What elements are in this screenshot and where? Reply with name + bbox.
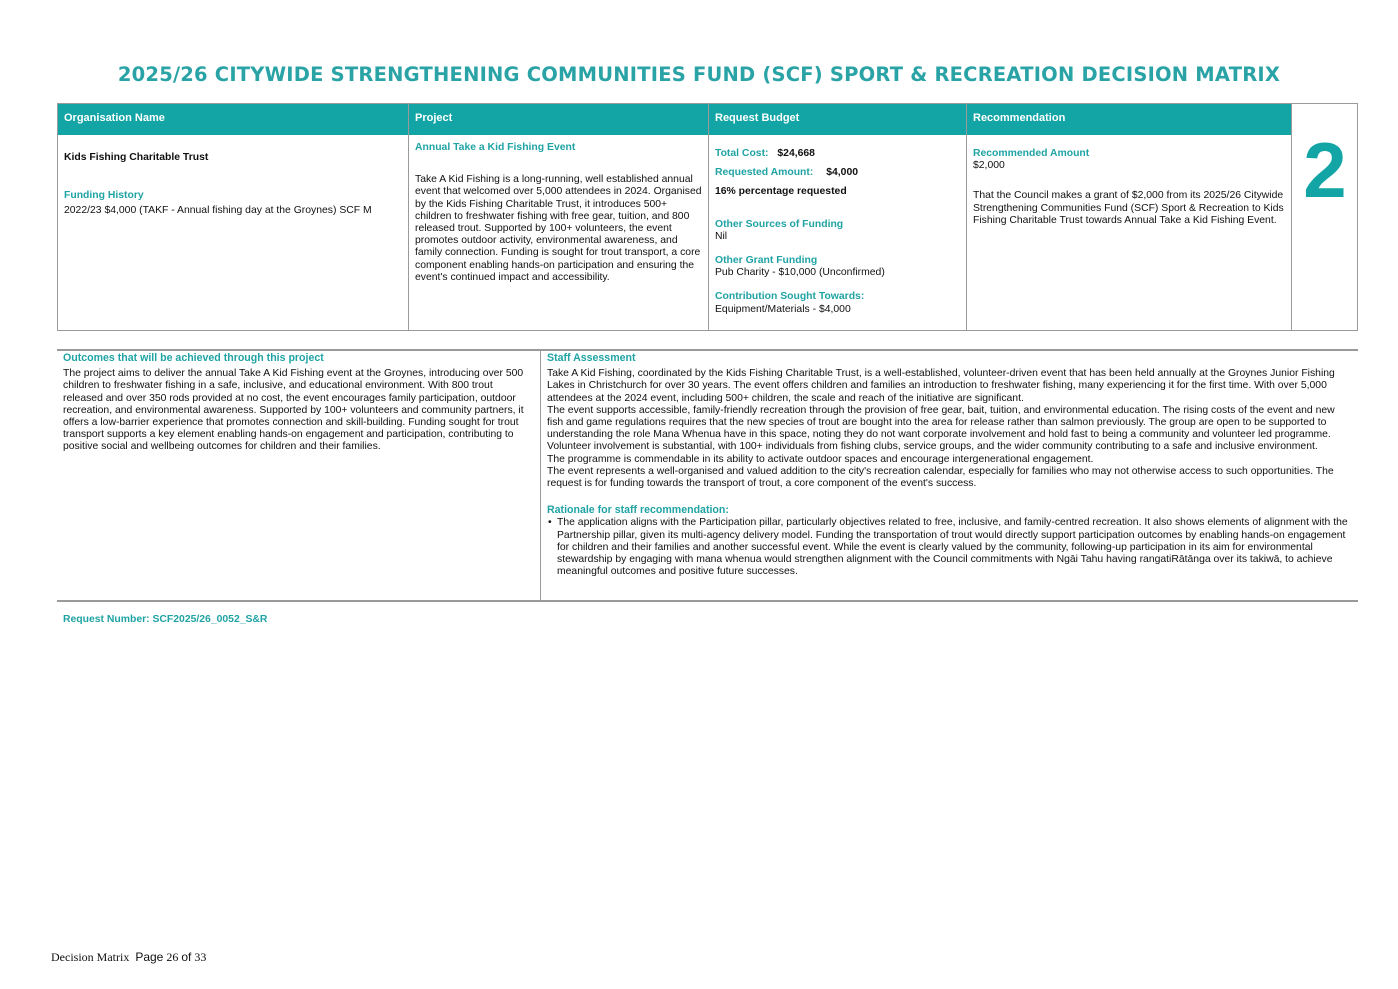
total-cost-label: Total Cost:: [715, 148, 769, 159]
staff-paragraph: The event represents a well-organised and valued addition to the city's recreation calendar, especially for families who may not otherwise access to such opportunities. The request is for funding towards the transport of trout, a core component of the event's success.: [547, 465, 1334, 490]
footer-page-current: 26: [166, 950, 179, 964]
outcomes-panel: [57, 351, 541, 600]
other-grant-value: Pub Charity - $10,000 (Unconfirmed): [715, 267, 885, 279]
percentage-requested: 16% percentage requested: [715, 186, 847, 198]
footer-of-word: of: [181, 950, 192, 964]
priority-column: [1292, 104, 1358, 330]
recommendation-column: [967, 104, 1292, 330]
budget-column: [709, 104, 967, 330]
decision-matrix-table: [57, 103, 1358, 331]
staff-paragraph: Volunteer involvement is substantial, with 100+ individuals from fishing clubs, service groups, and the wider community contributing to a safe and inclusive environment.: [547, 441, 1318, 453]
project-name: Annual Take a Kid Fishing Event: [415, 142, 576, 153]
outcomes-title: Outcomes that will be achieved through this project: [63, 352, 324, 364]
total-cost-value: $24,668: [777, 148, 815, 159]
total-cost-row: [715, 148, 960, 160]
staff-paragraph: The programme is commendable in its ability to activate outdoor spaces and encourage intergenerational engagement.: [547, 453, 1094, 465]
project-description: Take A Kid Fishing is a long-running, well established annual event that welcomed over 5,000 attendees in 2024. Organised by the Kids Fishing Charitable Trust, it introduces 500+ children to freshwater fishing with free gear, tuition, and 800 released trout. Supported by 100+ volunteers, the event promotes outdoor activity, environmental awareness, and family connection. Funding is sought for trout transport, a core component enabling hands-on participation and ensuring the event's continued impact and accessibility.: [415, 174, 702, 283]
funding-history-label: Funding History: [64, 190, 144, 202]
header-organisation: Organisation Name: [58, 104, 408, 135]
request-number: Request Number: SCF2025/26_0052_S&R: [63, 614, 268, 625]
contribution-label: Contribution Sought Towards:: [715, 291, 865, 303]
recommended-amount-value: $2,000: [973, 160, 1005, 172]
other-sources-value: Nil: [715, 230, 728, 242]
other-grant-label: Other Grant Funding: [715, 255, 818, 267]
organisation-column: [58, 104, 409, 330]
requested-amount-value: $4,000: [826, 167, 858, 179]
header-recommendation: Recommendation: [967, 104, 1291, 135]
assessment-section: [57, 349, 1358, 602]
footer-page-word: Page: [135, 950, 164, 964]
priority-number: 2: [1303, 126, 1347, 214]
funding-history-value: 2022/23 $4,000 (TAKF - Annual fishing day at the Groynes) SCF M: [64, 205, 372, 217]
footer-page-total: 33: [194, 950, 207, 964]
other-sources-label: Other Sources of Funding: [715, 218, 844, 230]
outcomes-text: The project aims to deliver the annual Take A Kid Fishing event at the Groynes, introducing over 500 children to freshwater fishing in a safe, inclusive, and educational environment. With 800 trout released and over 350 rods provided at no cost, the event encourages family participation, outdoor recreation, and environmental awareness. Supported by 100+ volunteers and community partners, it offers a low-barrier experience that promotes connection and skill-building. Funding sought for trout transport supports a key element enabling hands-on engagement and participation, contributing to positive social and wellbeing outcomes for children and their families.: [63, 368, 524, 453]
footer-doc-name: Decision Matrix: [51, 950, 130, 964]
contribution-value: Equipment/Materials - $4,000: [715, 303, 851, 315]
rationale-item: • The application aligns with the Participation pillar, particularly objectives related to free, inclusive, and family-centred recreation. It also shows elements of alignment with the Partnership pillar, given its multi-agency delivery model. Funding the transportation of trout would directly support participation outcomes by enabling hands-on engagement for children and their families and another successful event. While the event is clearly valued by the community, following-up participation in its aim for environmental stewardship by engaging with mana whenua would strengthen alignment with the Council commitments with Ngāi Tahu having rangatiRātānga over its takiwā, to achieve meaningful outcomes and positive future successes.: [557, 517, 1352, 578]
rationale-list: [547, 517, 1352, 578]
page-footer: [51, 950, 206, 965]
header-project: Project: [409, 104, 708, 135]
project-column: [409, 104, 709, 330]
staff-assessment-panel: [541, 351, 1358, 600]
page-title: 2025/26 CITYWIDE STRENGTHENING COMMUNITIES FUND (SCF) SPORT & RECREATION DECISION MATRIX: [117, 63, 1281, 86]
requested-amount-row: [715, 167, 960, 179]
recommendation-text: That the Council makes a grant of $2,000 from its 2025/26 Citywide Strengthening Communities Fund (SCF) Sport & Recreation to Kids Fishing Charitable Trust towards Annual Take a Kid Fishing Event.: [973, 190, 1284, 226]
staff-paragraph: The event supports accessible, family-friendly recreation through the provision of free gear, bait, tuition, and environmental education. The rising costs of the event and new fish and game regulations requires that the new species of trout are bought into the area for release rather than salmon previously. The group are open to be supported to understanding the role Mana Whenua have in this space, noting they do not want corporate involvement and hold fast to being a community and volunteer led programme.: [547, 404, 1335, 441]
staff-paragraph: Take A Kid Fishing, coordinated by the Kids Fishing Charitable Trust, is a well-established, volunteer-driven event that has been held annually at the Groynes Junior Fishing Lakes in Christchurch for over 30 years. The event offers children and families an introduction to freshwater fishing, many experiencing it for the first time. With over 5,000 attendees at the 2024 event, including 500+ children, the scale and reach of the initiative are significant.: [547, 368, 1335, 404]
recommended-amount-label: Recommended Amount: [973, 148, 1090, 159]
rationale-title: Rationale for staff recommendation:: [547, 504, 729, 517]
staff-assessment-title: Staff Assessment: [547, 352, 636, 364]
organisation-name: Kids Fishing Charitable Trust: [64, 152, 209, 163]
requested-amount-label: Requested Amount:: [715, 167, 814, 179]
header-budget: Request Budget: [709, 104, 966, 135]
